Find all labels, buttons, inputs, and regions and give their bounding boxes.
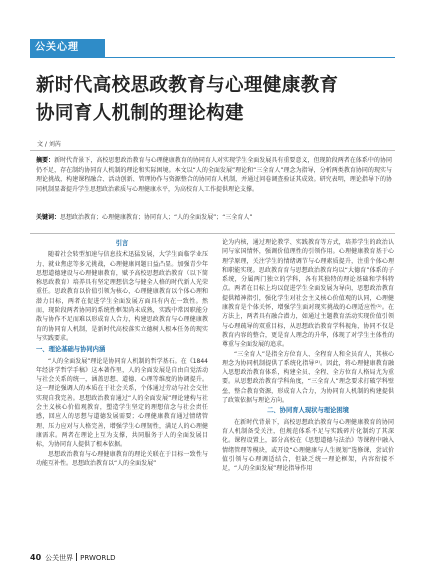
keywords-text: 思想政治教育；心理健康教育；协同育人；“人的全面发展”；“三全育人” <box>60 214 253 221</box>
section-heading-intro: 引言 <box>115 240 129 247</box>
abstract <box>36 156 392 194</box>
abstract-label: 摘要： <box>36 157 55 164</box>
title-line-2: 协同育人机制的理论构建 <box>36 103 244 124</box>
section-heading-1: 一、理论基础与协同内涵 <box>36 346 106 354</box>
paragraph: 论为内核，通过理论教学、实践教育等方式，培养学生的政治认同与家国情怀，强调价值理性的引领作用。心理健康教育基于心理学原理，关注学生的情绪调节与心理素质提升，注重个体心理和职能实现。思政教育育与思想政治教育均以“大德育”体系的子系统，分属两门独立的学科，各有其独特的理论基础和学科特点。两者在目标上均以促进学生全面发展为导向，思想政治教育提供精神指引，强化学生对社会主义核心价值观的认同，心理健康教育是个体关怀，增强学生面对现实挑战的心理适应性⁽¹⁾。在方法上，两者具有融合潜力，如通过主题教育活动实现价值引领与心理疏导的双重目标，从思想政治教育学科视角，协同不仅是教育内容的整合，更是育人理念的升华，体现了对学生主体性的尊重与全面发展的追求。 <box>222 239 394 349</box>
article-title <box>36 72 396 128</box>
divider-top <box>30 150 395 151</box>
column-tag: 公关心理 <box>30 39 105 57</box>
magazine-name: 公关世界 <box>45 554 74 562</box>
divider-bottom <box>30 233 395 234</box>
abstract-text: 新时代背景下，高校思想政治教育与心理健康教育的协同育人对实现学生全面发展具有重要意义，但现阶段两者在体系中的协同仍不足，存在制约协同育人机制的理论和实际困境。本文以“人的全面发展”理论和“三全育人”理念为指导，分析两类教育协同的现实与理论挑战，构建课程融合、活动创新、管理协作与资源整合的协同育人机制，并通过问卷调查验证其成效。研究表明，理论指导下的协同机制显著提升学生思想政治素质与心理健康水平，为高校育人工作提供理论支撑。 <box>36 157 392 193</box>
paragraph: 随着社会转型加速与信息技术迅猛发展，大学生面临学业压力、就业焦虑等多元挑战，心理健康问题日益凸显。加强青少年思想道德建设与心理健康教育，赋予高校思想政治教育（以下简称思政教育）培养具有坚定理想信念与健全人格的时代新人光荣重任。思政教育以价值引领为核心，心理健康教育以个体心理和潜力目标，两者在促进学生全面发展方面具有内在一致性。然而，现阶段两者协同的系统性框架尚未成熟，实践中常因职能分散与协作不足而难以形成育人合力，构建思政教育与心理健康教育的协同育人机制，是新时代高校落实立德树人根本任务的现实与实践要求。 <box>36 251 208 342</box>
footer-divider <box>76 553 77 561</box>
section-heading-2: 二、协同育人现状与理论困境 <box>267 407 349 415</box>
author-byline: 文 / 刘芮 <box>37 141 61 148</box>
paragraph: “三全育人”是指全方位育人、全程育人和全员育人，其核心理念为协同机制提供了系统化指导⁽²⁾。因此，将心理健康教育融入思想政治教育体系，构建全员、全程、全方位育人格局尤为重要。从思想政治教育学科角度，“三全育人”理念要求打破学科壁垒，整合教育资源，形成育人合力，为协同育人机制的构建提供了政策依据与理论方向。 <box>222 350 394 405</box>
paragraph: 思想政治教育与心理健康教育的理论关联在于目标一致性与功能互补性。思想政治教育以“人的全面发展” <box>36 450 208 467</box>
left-column <box>36 238 208 468</box>
right-column <box>222 238 394 473</box>
keywords-label: 关键词： <box>36 214 61 221</box>
keywords <box>36 213 392 223</box>
paragraph: “人的全面发展”理论是协同育人机制的哲学基石。在《1844年经济学哲学手稿》这本著作里，人的全面发展是自由自觉活动与社会关系的统一，涵盖思想、道德、心理等维度的协调提升。这一理论强调人的本质在于社会关系，个体通过劳动与社会交往实现自我完善。思想政治教育通过“人的全面发展”理论建构与社会主义核心价值观教育，塑造学生坚定的理想信念与社会责任感，回应人的思想与道德发展需要；心理健康教育通过情绪管理、压力应对与人格完善，增强学生心理韧性，满足人的心理健康需求。两者在理论上互为支撑，共同服务于人的全面发展目标，为协同育人提供了根本依据。 <box>36 357 208 449</box>
title-line-1: 新时代高校思政教育与心理健康教育 <box>36 75 339 96</box>
page-footer <box>30 553 116 563</box>
header-rule <box>30 57 395 58</box>
page-number: 40 <box>30 553 42 562</box>
paragraph: 在新时代背景下，高校思想政治教育与心理健康教育的协同育人机制备受关注，但规范体系不足与实践碎片化制约了其深化。课程设置上，部分高校在《思想道德与法治》等课程中融入情绪管理等模块，或开设“心理健康与人生规划”选修课，尝试价值引领与心理调适结合，但缺乏统一理论框架，内容衔接不足，“人的全面发展”理论指导作用 <box>222 418 394 473</box>
magazine-edition: PRWORLD <box>80 554 116 562</box>
